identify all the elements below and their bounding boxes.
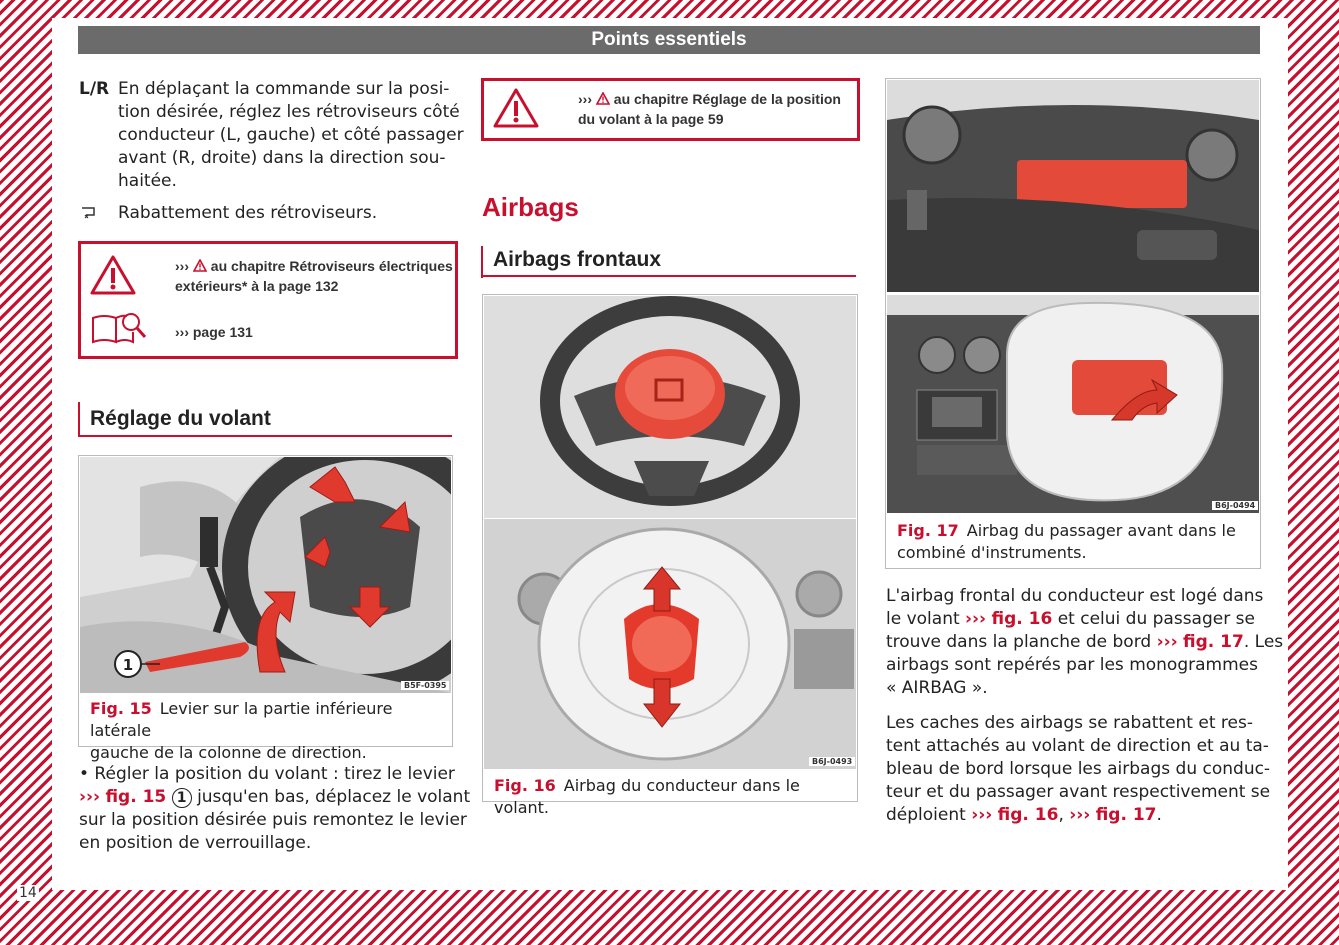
bullet-line: • Régler la position du volant : tirez le levier [79,764,455,784]
warning-box-mirrors [78,241,458,359]
ref-arrows: ››› [175,258,189,274]
ref-arrows: ››› [578,91,592,107]
paragraph-line [886,608,1283,631]
paragraph-line: « AIRBAG ». [886,678,988,698]
warning-box-wheel [481,78,860,141]
figure-15 [78,455,453,762]
caption-line: combiné d'instruments. [897,543,1087,562]
section-marker [78,402,80,437]
fig-17-link[interactable]: fig. 17 [1095,805,1157,825]
paragraph-line: L'airbag frontal du conducteur est logé dans [886,586,1264,606]
book-magnifier-icon [89,310,149,346]
small-warning-icon [193,259,207,272]
figure-16-caption [494,775,857,819]
figure-label: Fig. 15 [90,699,152,718]
figure-17-bottom-image [887,295,1259,513]
figure-16-bottom-image [484,519,856,769]
warning-triangle-icon [89,254,137,296]
figure-16 [482,294,858,817]
warning1-line2: extérieurs* à la page 132 [175,278,339,294]
figure-16-code: B6J-0493 [809,757,855,766]
paragraph-line: airbags sont repérés par les monogrammes [886,655,1258,675]
paragraph-line [886,804,1270,827]
ref-arrows: ››› [965,609,987,629]
fold-text: Rabattement des rétroviseurs. [118,203,378,223]
fig-16-link[interactable]: fig. 16 [991,609,1053,629]
small-warning-icon [596,92,610,105]
lr-line: avant (R, droite) dans la direction sou- [118,148,446,168]
text-span: , [1058,805,1064,825]
figure-16-top-image [484,296,856,518]
section-title-volant: Réglage du volant [90,407,271,430]
figure-label: Fig. 16 [494,776,556,795]
lr-line: haitée. [118,171,177,191]
figure-17 [885,78,1261,569]
warning2-line1: au chapitre Réglage de la position [613,91,841,107]
figure-15-code: B5F-0395 [401,681,449,690]
text-span: et celui du passager se [1057,609,1255,629]
warning1-line1: au chapitre Rétroviseurs électriques [210,258,453,274]
airbag-paragraph-1 [886,585,1283,700]
section-underline [481,275,856,277]
figure-15-caption [90,698,452,764]
caption-line: Levier sur la partie inférieure latérale [90,699,393,740]
warning2-line2: du volant à la page 59 [578,111,724,127]
paragraph-line [886,631,1283,654]
figure-17-top-image [887,80,1259,292]
bullet-text: jusqu'en bas, déplacez le volant [197,787,471,807]
lr-line: conducteur (L, gauche) et côté passager [118,125,464,145]
lr-label: L/R [79,79,110,99]
bullet-line: sur la position désirée puis remontez le levier [79,810,467,830]
paragraph-line: bleau de bord lorsque les airbags du conduc- [886,759,1271,779]
paragraph-line: teur et du passager avant respectivement se [886,782,1271,802]
caption-line: Airbag du conducteur dans le volant. [494,776,800,817]
figure-17-code: B6J-0494 [1212,501,1258,510]
figure-label: Fig. 17 [897,521,959,540]
figure-17-caption [897,520,1236,564]
text-span: déploient [886,805,966,825]
paragraph-line: Les caches des airbags se rabattent et res- [886,713,1253,733]
ref-arrows: ››› [1069,805,1091,825]
fig-17-link[interactable]: fig. 17 [1183,632,1244,652]
section-marker [481,246,483,278]
section-title-airbags-frontaux: Airbags frontaux [493,248,662,271]
warning2-text[interactable] [578,89,841,129]
lr-line: En déplaçant la commande sur la posi- [118,79,450,99]
page-header: Points essentiels [78,26,1260,54]
ref-arrows: ››› [971,805,993,825]
ref-arrows: ››› [1156,632,1178,652]
text-span: trouve dans la planche de bord [886,632,1152,652]
caption-line: gauche de la colonne de direction. [90,743,367,762]
fig-16-link[interactable]: fig. 16 [997,805,1059,825]
paragraph-line: tent attachés au volant de direction et au ta- [886,736,1269,756]
figure-15-image [80,457,451,693]
warning1-text[interactable] [175,256,453,296]
ref-arrows: ››› [79,787,101,807]
bullet-line: en position de verrouillage. [79,833,312,853]
callout-number: 1 [122,656,134,674]
text-span: . [1156,805,1162,825]
caption-line: Airbag du passager avant dans le [966,521,1236,540]
text-span: . Les [1243,632,1284,652]
text-span: le volant [886,609,960,629]
warning-triangle-icon [492,87,540,129]
page-number: 14 [19,885,37,901]
airbag-paragraph-2 [886,712,1270,827]
section-underline [78,435,452,437]
book-ref-text[interactable]: ››› page 131 [175,324,253,340]
mirror-fold-icon [80,205,98,219]
lr-line: tion désirée, réglez les rétroviseurs côté [118,102,460,122]
callout-number: 1 [172,788,192,808]
fig-15-link[interactable]: fig. 15 [105,787,167,807]
bullet-instruction [79,763,470,855]
lr-description [118,78,464,193]
bullet-line2 [79,786,470,809]
main-title-airbags: Airbags [482,192,579,222]
